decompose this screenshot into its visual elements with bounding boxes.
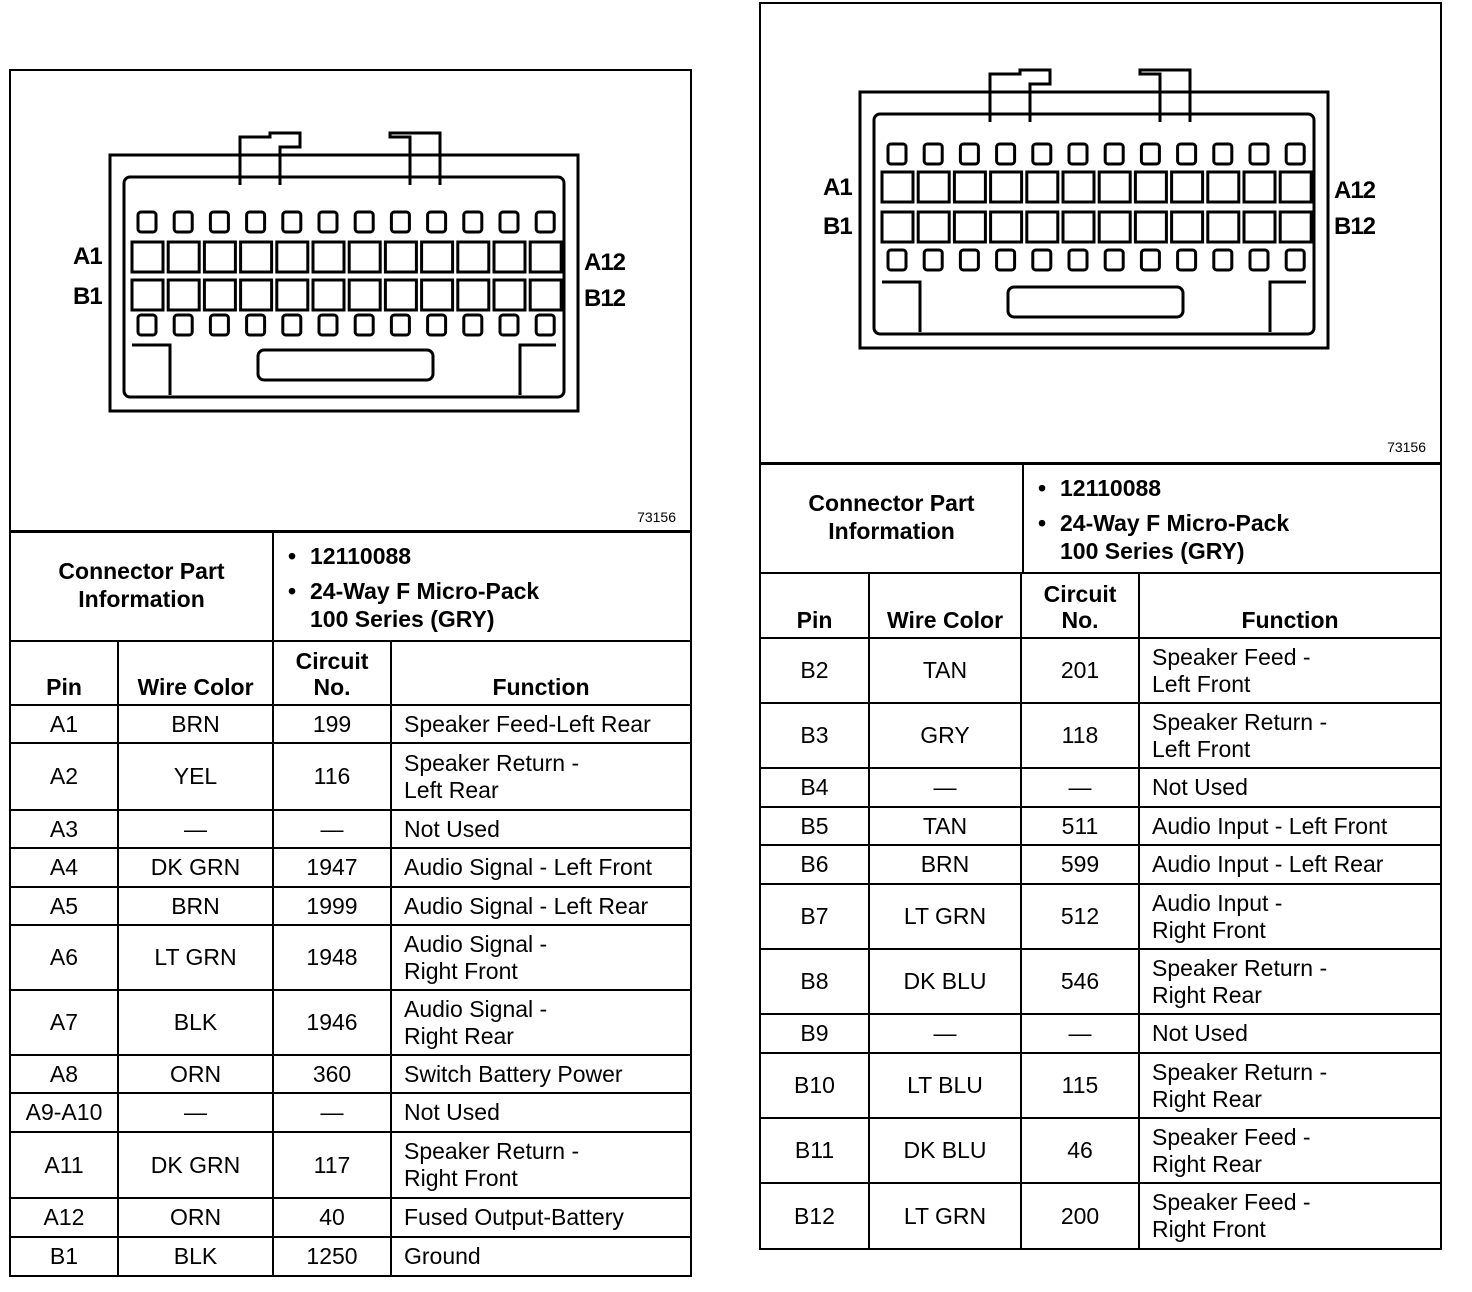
- wire-color-cell: ORN: [118, 1055, 273, 1093]
- pin-cell: A8: [11, 1055, 118, 1093]
- pin-cell: A5: [11, 887, 118, 925]
- terminal-cavity-row-b: [882, 212, 913, 242]
- terminal-lock-bottom: [355, 315, 373, 335]
- part-number: • 12110088: [310, 542, 690, 570]
- terminal-cavity-row-a: [918, 172, 949, 202]
- connector-diagram: [761, 4, 1440, 465]
- terminal-lock-top: [1178, 144, 1196, 164]
- wire-color-cell: TAN: [869, 807, 1021, 845]
- table-row: [761, 638, 1440, 703]
- terminal-lock-top: [536, 212, 554, 232]
- terminal-cavity-row-b: [385, 280, 416, 310]
- pin-cell: A1: [11, 705, 118, 743]
- terminal-lock-bottom: [888, 250, 906, 270]
- wire-color-cell: DK BLU: [869, 949, 1021, 1014]
- circuit-no-cell: —: [273, 1093, 391, 1132]
- pin-label-a12: A12: [584, 249, 626, 276]
- terminal-cavity-row-a: [241, 242, 272, 272]
- pin-cell: A4: [11, 848, 118, 887]
- header-circuit-no: Circuit No.: [1021, 573, 1139, 638]
- terminal-lock-bottom: [1250, 250, 1268, 270]
- terminal-cavity-row-a: [1063, 172, 1094, 202]
- terminal-cavity-row-b: [1063, 212, 1094, 242]
- terminal-cavity-row-b: [918, 212, 949, 242]
- terminal-cavity-row-b: [1135, 212, 1166, 242]
- connector-series: 100 Series (GRY): [310, 606, 495, 632]
- circuit-no-cell: 40: [273, 1198, 391, 1237]
- connector-info-table: [761, 462, 1440, 572]
- pin-label-b1: B1: [823, 213, 852, 240]
- table-row: [761, 1014, 1440, 1053]
- terminal-lock-top: [1105, 144, 1123, 164]
- connector-rails: [882, 282, 1306, 332]
- terminal-lock-bottom: [997, 250, 1015, 270]
- terminal-lock-bottom: [210, 315, 228, 335]
- terminal-cavity-row-a: [991, 172, 1022, 202]
- header-function: Function: [1139, 573, 1440, 638]
- terminal-lock-top: [924, 144, 942, 164]
- terminal-lock-bottom: [1214, 250, 1232, 270]
- figure-number: 73156: [1387, 439, 1426, 455]
- function-cell: Audio Signal - Right Rear: [391, 990, 690, 1055]
- connector-info-label: Connector Part Information: [11, 530, 273, 640]
- table-row: [11, 925, 690, 990]
- pin-cell: B12: [761, 1183, 869, 1248]
- wire-color-cell: BRN: [118, 887, 273, 925]
- terminal-lock-top: [1033, 144, 1051, 164]
- wire-color-cell: DK GRN: [118, 848, 273, 887]
- pin-cell: B2: [761, 638, 869, 703]
- circuit-no-cell: 546: [1021, 949, 1139, 1014]
- terminal-lock-bottom: [1178, 250, 1196, 270]
- circuit-no-cell: 117: [273, 1132, 391, 1198]
- terminal-lock-bottom: [319, 315, 337, 335]
- pinout-table: [11, 640, 690, 1275]
- terminal-lock-bottom: [500, 315, 518, 335]
- function-cell: Audio Input - Right Front: [1139, 884, 1440, 949]
- function-cell: Speaker Return - Right Rear: [1139, 949, 1440, 1014]
- pin-cell: B11: [761, 1118, 869, 1183]
- terminal-cavity-row-a: [1244, 172, 1275, 202]
- wire-color-cell: —: [118, 810, 273, 848]
- circuit-no-cell: 512: [1021, 884, 1139, 949]
- function-cell: Not Used: [391, 810, 690, 848]
- terminal-cavity-row-b: [132, 280, 163, 310]
- pin-cell: A9-A10: [11, 1093, 118, 1132]
- connector-description: • 24-Way F Micro-Pack: [310, 577, 690, 605]
- table-row: [761, 845, 1440, 884]
- function-cell: Audio Input - Left Rear: [1139, 845, 1440, 884]
- pin-cell: B3: [761, 703, 869, 768]
- function-cell: Ground: [391, 1237, 690, 1275]
- terminal-lock-top: [1250, 144, 1268, 164]
- terminal-cavity-row-a: [1135, 172, 1166, 202]
- table-row: [11, 810, 690, 848]
- terminal-lock-bottom: [247, 315, 265, 335]
- wire-color-cell: ORN: [118, 1198, 273, 1237]
- terminal-cavity-row-b: [349, 280, 380, 310]
- header-wire-color: Wire Color: [869, 573, 1021, 638]
- terminal-lock-bottom: [536, 315, 554, 335]
- pin-cell: B4: [761, 768, 869, 807]
- circuit-no-cell: 118: [1021, 703, 1139, 768]
- header-wire-color: Wire Color: [118, 641, 273, 705]
- terminal-cavity-row-b: [494, 280, 525, 310]
- terminal-lock-top: [283, 212, 301, 232]
- terminal-lock-top: [174, 212, 192, 232]
- pin-cell: B8: [761, 949, 869, 1014]
- table-row: [11, 743, 690, 810]
- right-connector-panel: [759, 2, 1442, 1250]
- terminal-cavity-row-b: [954, 212, 985, 242]
- terminal-cavity-row-b: [458, 280, 489, 310]
- terminal-cavity-row-a: [313, 242, 344, 272]
- connector-series: 100 Series (GRY): [1060, 538, 1245, 564]
- terminal-lock-top: [355, 212, 373, 232]
- pin-cell: B10: [761, 1053, 869, 1118]
- table-row: [761, 1053, 1440, 1118]
- terminal-lock-top: [997, 144, 1015, 164]
- terminal-cavity-row-a: [1208, 172, 1239, 202]
- table-row: [761, 949, 1440, 1014]
- table-row: [11, 848, 690, 887]
- terminal-lock-top: [138, 212, 156, 232]
- circuit-no-cell: 1999: [273, 887, 391, 925]
- wire-color-cell: TAN: [869, 638, 1021, 703]
- wire-color-cell: BLK: [118, 990, 273, 1055]
- terminal-lock-bottom: [428, 315, 446, 335]
- pin-cell: B5: [761, 807, 869, 845]
- terminal-cavity-row-a: [277, 242, 308, 272]
- function-cell: Speaker Feed-Left Rear: [391, 705, 690, 743]
- circuit-no-cell: 511: [1021, 807, 1139, 845]
- terminal-cavity-row-b: [1027, 212, 1058, 242]
- terminal-cavity-row-a: [1172, 172, 1203, 202]
- terminal-cavity-row-b: [168, 280, 199, 310]
- table-header-row: [761, 573, 1440, 638]
- terminal-cavity-row-a: [204, 242, 235, 272]
- terminal-lock-top: [500, 212, 518, 232]
- circuit-no-cell: 360: [273, 1055, 391, 1093]
- connector-info-values: [273, 530, 690, 640]
- circuit-no-cell: 1948: [273, 925, 391, 990]
- connector-description: • 24-Way F Micro-Pack: [1060, 509, 1440, 537]
- terminal-cavity-row-b: [530, 280, 561, 310]
- wire-color-cell: BRN: [869, 845, 1021, 884]
- table-header-row: [11, 641, 690, 705]
- terminal-cavity-row-a: [349, 242, 380, 272]
- terminal-lock-top: [210, 212, 228, 232]
- function-cell: Speaker Feed - Right Rear: [1139, 1118, 1440, 1183]
- terminal-lock-bottom: [174, 315, 192, 335]
- pin-cell: A12: [11, 1198, 118, 1237]
- wire-color-cell: LT BLU: [869, 1053, 1021, 1118]
- terminal-lock-top: [1286, 144, 1304, 164]
- circuit-no-cell: 1250: [273, 1237, 391, 1275]
- wire-color-cell: LT GRN: [869, 1183, 1021, 1248]
- terminal-lock-bottom: [1105, 250, 1123, 270]
- terminal-lock-top: [1069, 144, 1087, 164]
- pin-cell: B1: [11, 1237, 118, 1275]
- circuit-no-cell: 116: [273, 743, 391, 810]
- function-cell: Audio Signal - Right Front: [391, 925, 690, 990]
- terminal-cavity-row-b: [991, 212, 1022, 242]
- table-row: [761, 807, 1440, 845]
- pin-cell: A7: [11, 990, 118, 1055]
- terminal-lock-bottom: [1069, 250, 1087, 270]
- connector-rails: [132, 345, 556, 395]
- header-pin: Pin: [11, 641, 118, 705]
- function-cell: Speaker Return - Right Rear: [1139, 1053, 1440, 1118]
- pin-cell: A2: [11, 743, 118, 810]
- terminal-lock-top: [247, 212, 265, 232]
- circuit-no-cell: 199: [273, 705, 391, 743]
- function-cell: Audio Signal - Left Rear: [391, 887, 690, 925]
- terminal-cavity-row-a: [458, 242, 489, 272]
- function-cell: Not Used: [391, 1093, 690, 1132]
- terminal-cavity-row-a: [422, 242, 453, 272]
- table-row: [761, 884, 1440, 949]
- table-row: [11, 1093, 690, 1132]
- circuit-no-cell: —: [273, 810, 391, 848]
- pin-label-b12: B12: [584, 285, 626, 312]
- table-row: [11, 990, 690, 1055]
- terminal-lock-top: [391, 212, 409, 232]
- connector-info-values: [1023, 462, 1440, 572]
- wire-color-cell: DK GRN: [118, 1132, 273, 1198]
- terminal-cavity-row-a: [882, 172, 913, 202]
- table-row: [11, 1055, 690, 1093]
- terminal-cavity-row-a: [954, 172, 985, 202]
- function-cell: Not Used: [1139, 768, 1440, 807]
- terminal-lock-top: [888, 144, 906, 164]
- terminal-cavity-row-b: [204, 280, 235, 310]
- circuit-no-cell: —: [1021, 1014, 1139, 1053]
- circuit-no-cell: —: [1021, 768, 1139, 807]
- terminal-cavity-row-b: [277, 280, 308, 310]
- connector-key-slot: [1008, 287, 1183, 317]
- header-function: Function: [391, 641, 690, 705]
- table-row: [11, 705, 690, 743]
- terminal-cavity-row-a: [530, 242, 561, 272]
- function-cell: Not Used: [1139, 1014, 1440, 1053]
- terminal-lock-bottom: [1033, 250, 1051, 270]
- wire-color-cell: BLK: [118, 1237, 273, 1275]
- circuit-no-cell: 1946: [273, 990, 391, 1055]
- wire-color-cell: GRY: [869, 703, 1021, 768]
- terminal-lock-bottom: [283, 315, 301, 335]
- header-pin: Pin: [761, 573, 869, 638]
- function-cell: Speaker Feed - Left Front: [1139, 638, 1440, 703]
- pin-cell: B9: [761, 1014, 869, 1053]
- terminal-lock-top: [1214, 144, 1232, 164]
- connector-diagram: [11, 71, 690, 533]
- pin-label-a1: A1: [823, 174, 852, 201]
- wire-color-cell: YEL: [118, 743, 273, 810]
- terminal-lock-bottom: [924, 250, 942, 270]
- function-cell: Audio Signal - Left Front: [391, 848, 690, 887]
- connector-info-label: Connector Part Information: [761, 462, 1023, 572]
- terminal-cavity-row-a: [132, 242, 163, 272]
- circuit-no-cell: 599: [1021, 845, 1139, 884]
- terminal-cavity-row-b: [422, 280, 453, 310]
- terminal-cavity-row-b: [313, 280, 344, 310]
- part-number: • 12110088: [1060, 474, 1440, 502]
- pin-cell: B6: [761, 845, 869, 884]
- header-circuit-no: Circuit No.: [273, 641, 391, 705]
- terminal-lock-bottom: [960, 250, 978, 270]
- circuit-no-cell: 1947: [273, 848, 391, 887]
- pin-cell: B7: [761, 884, 869, 949]
- pin-label-b1: B1: [73, 283, 102, 310]
- terminal-cavity-row-b: [1099, 212, 1130, 242]
- function-cell: Fused Output-Battery: [391, 1198, 690, 1237]
- terminal-lock-bottom: [1141, 250, 1159, 270]
- table-row: [761, 703, 1440, 768]
- terminal-lock-top: [428, 212, 446, 232]
- wire-color-cell: DK BLU: [869, 1118, 1021, 1183]
- terminal-cavity-row-b: [1172, 212, 1203, 242]
- pin-label-b12: B12: [1334, 213, 1376, 240]
- table-row: [11, 1198, 690, 1237]
- function-cell: Speaker Feed - Right Front: [1139, 1183, 1440, 1248]
- circuit-no-cell: 201: [1021, 638, 1139, 703]
- terminal-lock-top: [464, 212, 482, 232]
- terminal-cavity-row-b: [1208, 212, 1239, 242]
- terminal-cavity-row-b: [1244, 212, 1275, 242]
- terminal-lock-bottom: [138, 315, 156, 335]
- figure-number: 73156: [637, 509, 676, 525]
- pin-cell: A3: [11, 810, 118, 848]
- pinout-table: [761, 572, 1440, 1248]
- terminal-lock-top: [319, 212, 337, 232]
- pin-cell: A11: [11, 1132, 118, 1198]
- terminal-cavity-row-a: [1099, 172, 1130, 202]
- table-row: [761, 1183, 1440, 1248]
- pin-cell: A6: [11, 925, 118, 990]
- pin-label-a12: A12: [1334, 177, 1376, 204]
- function-cell: Speaker Return - Right Front: [391, 1132, 690, 1198]
- table-row: [11, 1237, 690, 1275]
- terminal-cavity-row-a: [168, 242, 199, 272]
- wire-color-cell: —: [118, 1093, 273, 1132]
- table-row: [761, 768, 1440, 807]
- function-cell: Speaker Return - Left Rear: [391, 743, 690, 810]
- terminal-cavity-row-a: [1027, 172, 1058, 202]
- circuit-no-cell: 46: [1021, 1118, 1139, 1183]
- pin-label-a1: A1: [73, 243, 102, 270]
- terminal-cavity-row-b: [241, 280, 272, 310]
- wire-color-cell: LT GRN: [869, 884, 1021, 949]
- circuit-no-cell: 115: [1021, 1053, 1139, 1118]
- terminal-lock-bottom: [391, 315, 409, 335]
- terminal-lock-top: [1141, 144, 1159, 164]
- terminal-cavity-row-a: [385, 242, 416, 272]
- wire-color-cell: —: [869, 768, 1021, 807]
- connector-info-table: [11, 530, 690, 640]
- terminal-cavity-row-a: [1280, 172, 1311, 202]
- circuit-no-cell: 200: [1021, 1183, 1139, 1248]
- terminal-cavity-row-a: [494, 242, 525, 272]
- left-connector-panel: [9, 69, 692, 1277]
- terminal-lock-top: [960, 144, 978, 164]
- wire-color-cell: —: [869, 1014, 1021, 1053]
- function-cell: Switch Battery Power: [391, 1055, 690, 1093]
- table-row: [761, 1118, 1440, 1183]
- table-row: [11, 887, 690, 925]
- terminal-cavity-row-b: [1280, 212, 1311, 242]
- terminal-lock-bottom: [1286, 250, 1304, 270]
- function-cell: Audio Input - Left Front: [1139, 807, 1440, 845]
- terminal-lock-bottom: [464, 315, 482, 335]
- wire-color-cell: BRN: [118, 705, 273, 743]
- connector-key-slot: [258, 350, 433, 380]
- table-row: [11, 1132, 690, 1198]
- function-cell: Speaker Return - Left Front: [1139, 703, 1440, 768]
- wire-color-cell: LT GRN: [118, 925, 273, 990]
